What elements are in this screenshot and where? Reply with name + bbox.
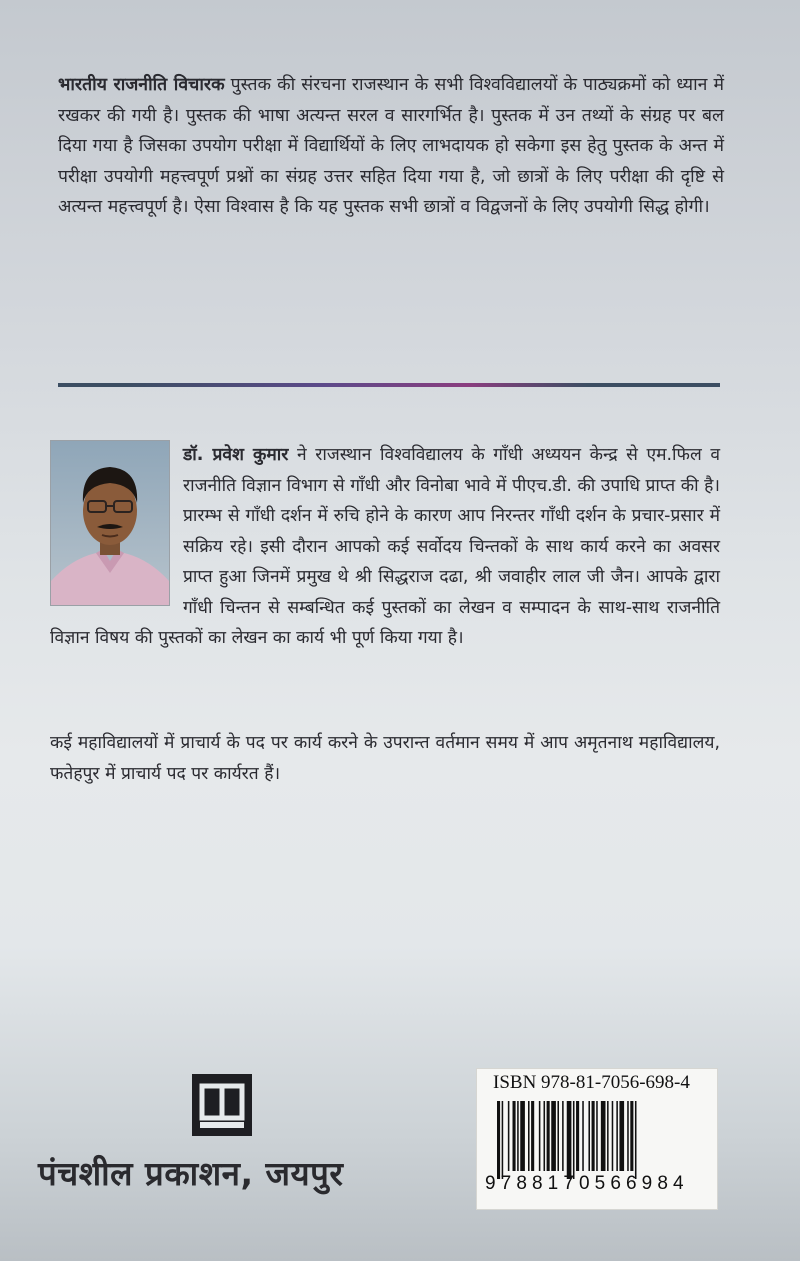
isbn-barcode — [476, 1068, 718, 1210]
author-bio-text: ने राजस्थान विश्वविद्यालय के गाँधी अध्ययन केन्द्र से एम.फिल व राजनीति विज्ञान विभाग से गाँधी और विनोबा भावे में पीएच.डी. की उपाधि प्राप्त की है। प्रारम्भ से गाँधी दर्शन में रुचि होने के कारण आप निरन्तर गाँधी दर्शन के प्रचार-प्रसार में सक्रिय रहे। इसी दौरान आपको कई सर्वोदय चिन्तकों के साथ कार्य करने का अवसर प्राप्त हुआ जिनमें प्रमुख थे श्री सिद्धराज दढा, श्री जवाहीर लाल जी जैन। आपके द्वारा गाँधी चिन्तन से सम्बन्धित कई पुस्तकों का लेखन व सम्पादन के साथ-साथ राजनीति विज्ञान विषय की पुस्तकों का लेखन का कार्य भी पूर्ण किया गया है। — [50, 445, 720, 648]
barcode-bar — [539, 1101, 541, 1171]
barcode-bar — [612, 1101, 614, 1171]
barcode-bar — [544, 1101, 546, 1171]
barcode-bar — [531, 1101, 534, 1171]
barcode-bar — [508, 1101, 510, 1171]
blurb-text: पुस्तक की संरचना राजस्थान के सभी विश्वविद्यालयों के पाठ्यक्रमों को ध्यान में रखकर की गयी है। पुस्तक की भाषा अत्यन्त सरल व सारगर्भित है। पुस्तक में उन तथ्यों के संग्रह पर बल दिया गया है जिसका उपयोग परीक्षा में विद्यार्थियों के लिए लाभदायक हो सकेगा इस हेतु पुस्तक के अन्त में परीक्षा उपयोगी महत्त्वपूर्ण प्रश्नों का संग्रह उत्तर सहित दिया गया है, जो छात्रों के लिए परीक्षा की दृष्टि से अत्यन्त महत्त्वपूर्ण है। ऐसा विश्वास है कि यह पुस्तक सभी छात्रों व विद्वजनों के लिए उपयोगी सिद्ध होगी। — [58, 75, 724, 218]
barcode-bar — [528, 1101, 530, 1171]
barcode-bars — [497, 1101, 697, 1179]
barcode-bar — [619, 1101, 624, 1171]
book-title-bold: भारतीय राजनीति विचारक — [58, 75, 225, 95]
barcode-bar — [497, 1101, 500, 1179]
barcode-bar — [627, 1101, 629, 1171]
author-name: डॉ. प्रवेश कुमार — [183, 445, 289, 465]
barcode-bar — [588, 1101, 590, 1171]
barcode-bar — [520, 1101, 525, 1171]
barcode-bar — [582, 1101, 584, 1171]
barcode-digits: 9788170566984 — [485, 1173, 689, 1194]
isbn-label: ISBN 978-81-7056-698-4 — [493, 1072, 690, 1093]
section-divider — [58, 383, 720, 387]
barcode-bar — [616, 1101, 618, 1171]
publisher-name: पंचशील प्रकाशन, जयपुर — [38, 1154, 344, 1193]
book-blurb — [58, 70, 724, 223]
barcode-bar — [517, 1101, 519, 1171]
barcode-bar — [557, 1101, 559, 1171]
publisher-logo-icon — [190, 1072, 254, 1138]
barcode-bar — [596, 1101, 598, 1171]
author-career: कई महाविद्यालयों में प्राचार्य के पद पर कार्य करने के उपरान्त वर्तमान समय में आप अमृतनाथ महाविद्यालय, फतेहपुर में प्राचार्य पद पर कार्यरत हैं। — [50, 733, 720, 784]
barcode-bar — [607, 1101, 609, 1171]
barcode-bar — [513, 1101, 516, 1171]
barcode-bar — [562, 1101, 564, 1171]
author-bio — [50, 440, 720, 654]
barcode-bar — [630, 1101, 633, 1171]
barcode-bar — [601, 1101, 606, 1171]
barcode-bar — [635, 1101, 637, 1179]
barcode-bar — [551, 1101, 556, 1171]
barcode-bar — [547, 1101, 550, 1171]
barcode-bar — [567, 1101, 572, 1179]
barcode-bar — [576, 1101, 579, 1171]
barcode-bar — [502, 1101, 504, 1179]
barcode-bar — [573, 1101, 575, 1179]
barcode-bar — [592, 1101, 595, 1171]
photo-spacer — [50, 440, 183, 622]
